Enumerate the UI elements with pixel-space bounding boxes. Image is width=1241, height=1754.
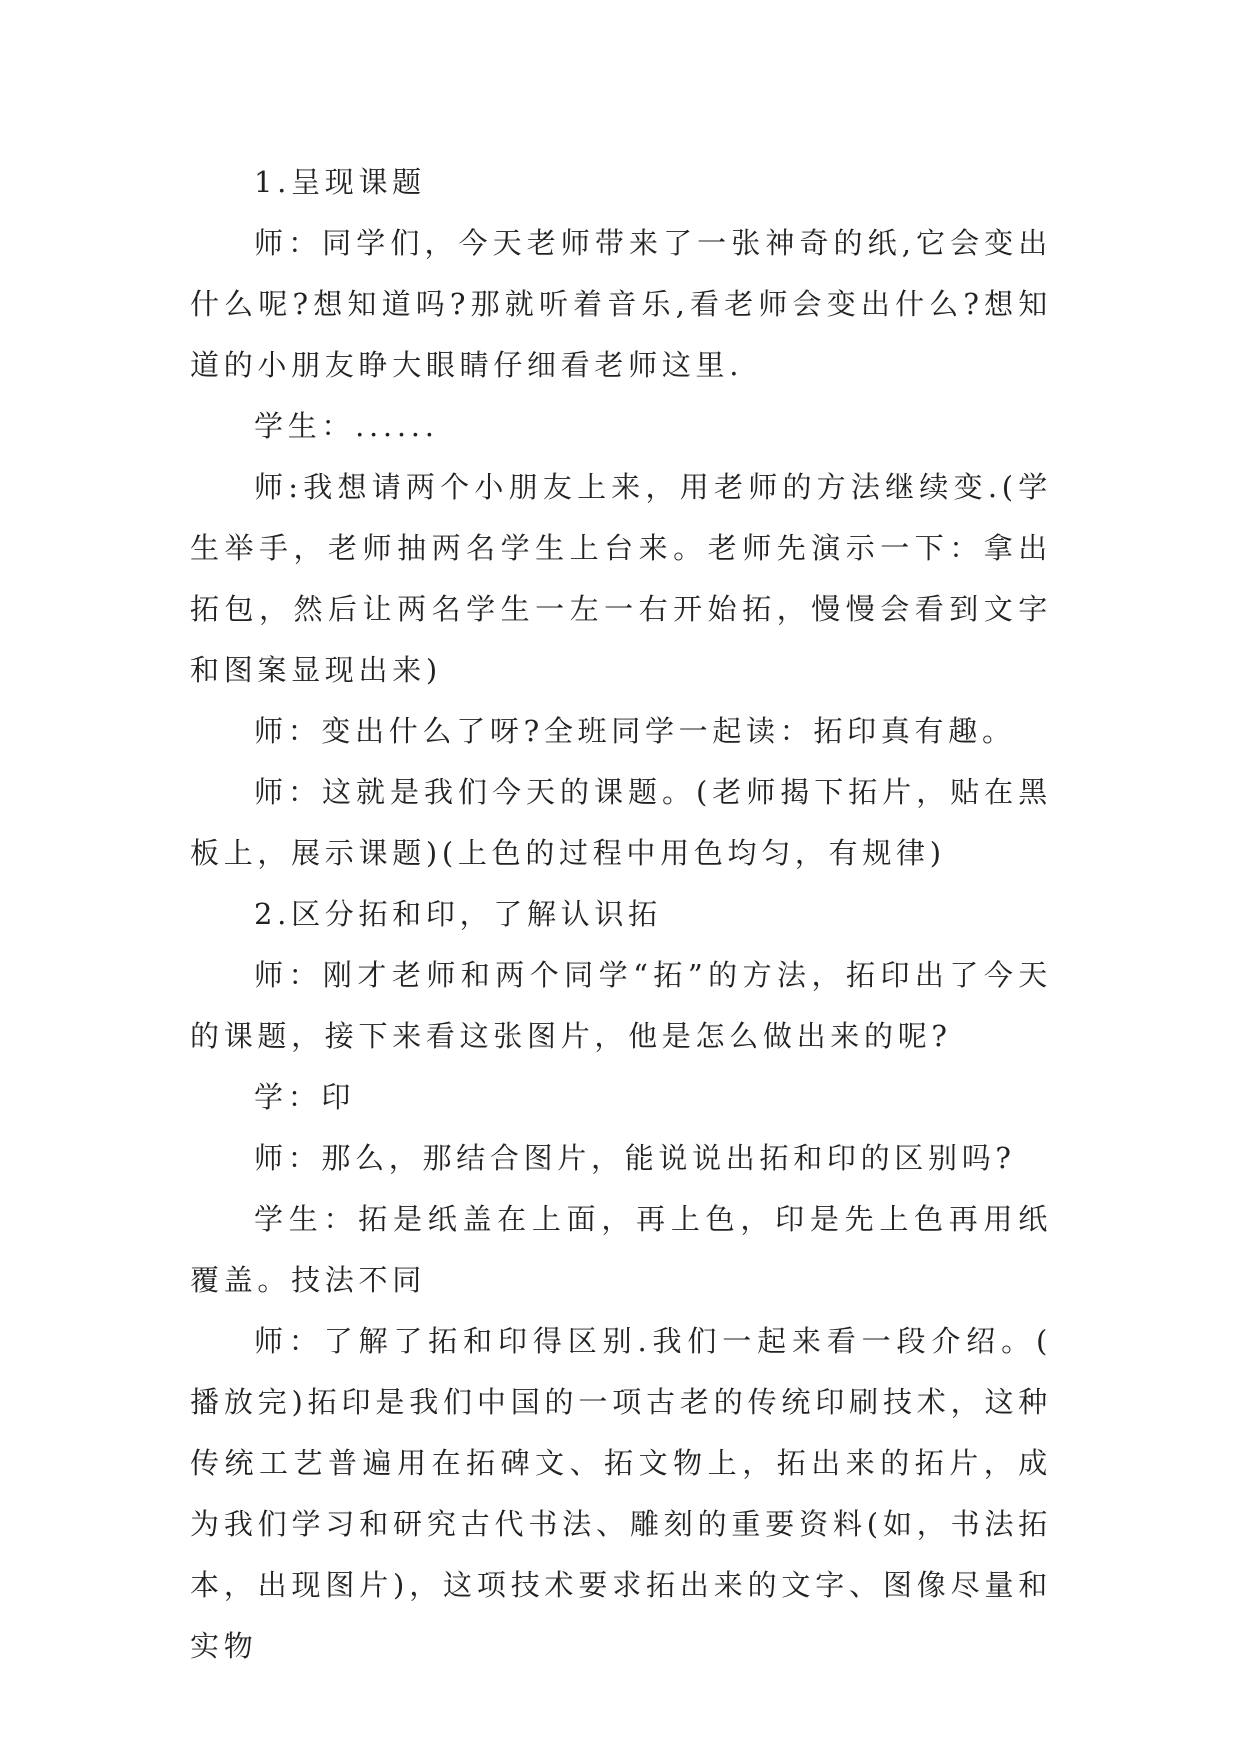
paragraph: 学生：...... [254, 409, 439, 443]
paragraph: 1.呈现课题 [254, 165, 426, 199]
paragraph: 师：这就是我们今天的课题。(老师揭下拓片，贴在黑板上，展示课题)(上色的过程中用色均匀，有规律) [190, 775, 1052, 870]
paragraph: 学生：拓是纸盖在上面，再上色，印是先上色再用纸覆盖。技法不同 [190, 1202, 1052, 1297]
paragraph: 师：刚才老师和两个同学“拓”的方法，拓印出了今天的课题，接下来看这张图片，他是怎么做出来的呢? [190, 958, 1052, 1053]
paragraph: 师：同学们，今天老师带来了一张神奇的纸,它会变出什么呢?想知道吗?那就听着音乐,看老师会变出什么?想知道的小朋友睁大眼睛仔细看老师这里. [190, 226, 1052, 382]
paragraph: 2.区分拓和印，了解认识拓 [254, 897, 662, 931]
paragraph: 师:我想请两个小朋友上来，用老师的方法继续变.(学生举手，老师抽两名学生上台来。老师先演示一下：拿出拓包，然后让两名学生一左一右开始拓，慢慢会看到文字和图案显现出来) [190, 470, 1052, 687]
paragraph: 师：变出什么了呀?全班同学一起读：拓印真有趣。 [254, 714, 1016, 748]
document-body [190, 152, 1052, 1677]
paragraph: 学：印 [254, 1080, 356, 1114]
paragraph: 师：那么，那结合图片，能说说出拓和印的区别吗? [254, 1141, 1016, 1175]
paragraph: 师：了解了拓和印得区别.我们一起来看一段介绍。(播放完)拓印是我们中国的一项古老的传统印刷技术，这种传统工艺普遍用在拓碑文、拓文物上，拓出来的拓片，成为我们学习和研究古代书法、雕刻的重要资料(如，书法拓本，出现图片)，这项技术要求拓出来的文字、图像尽量和实物 [190, 1324, 1052, 1663]
